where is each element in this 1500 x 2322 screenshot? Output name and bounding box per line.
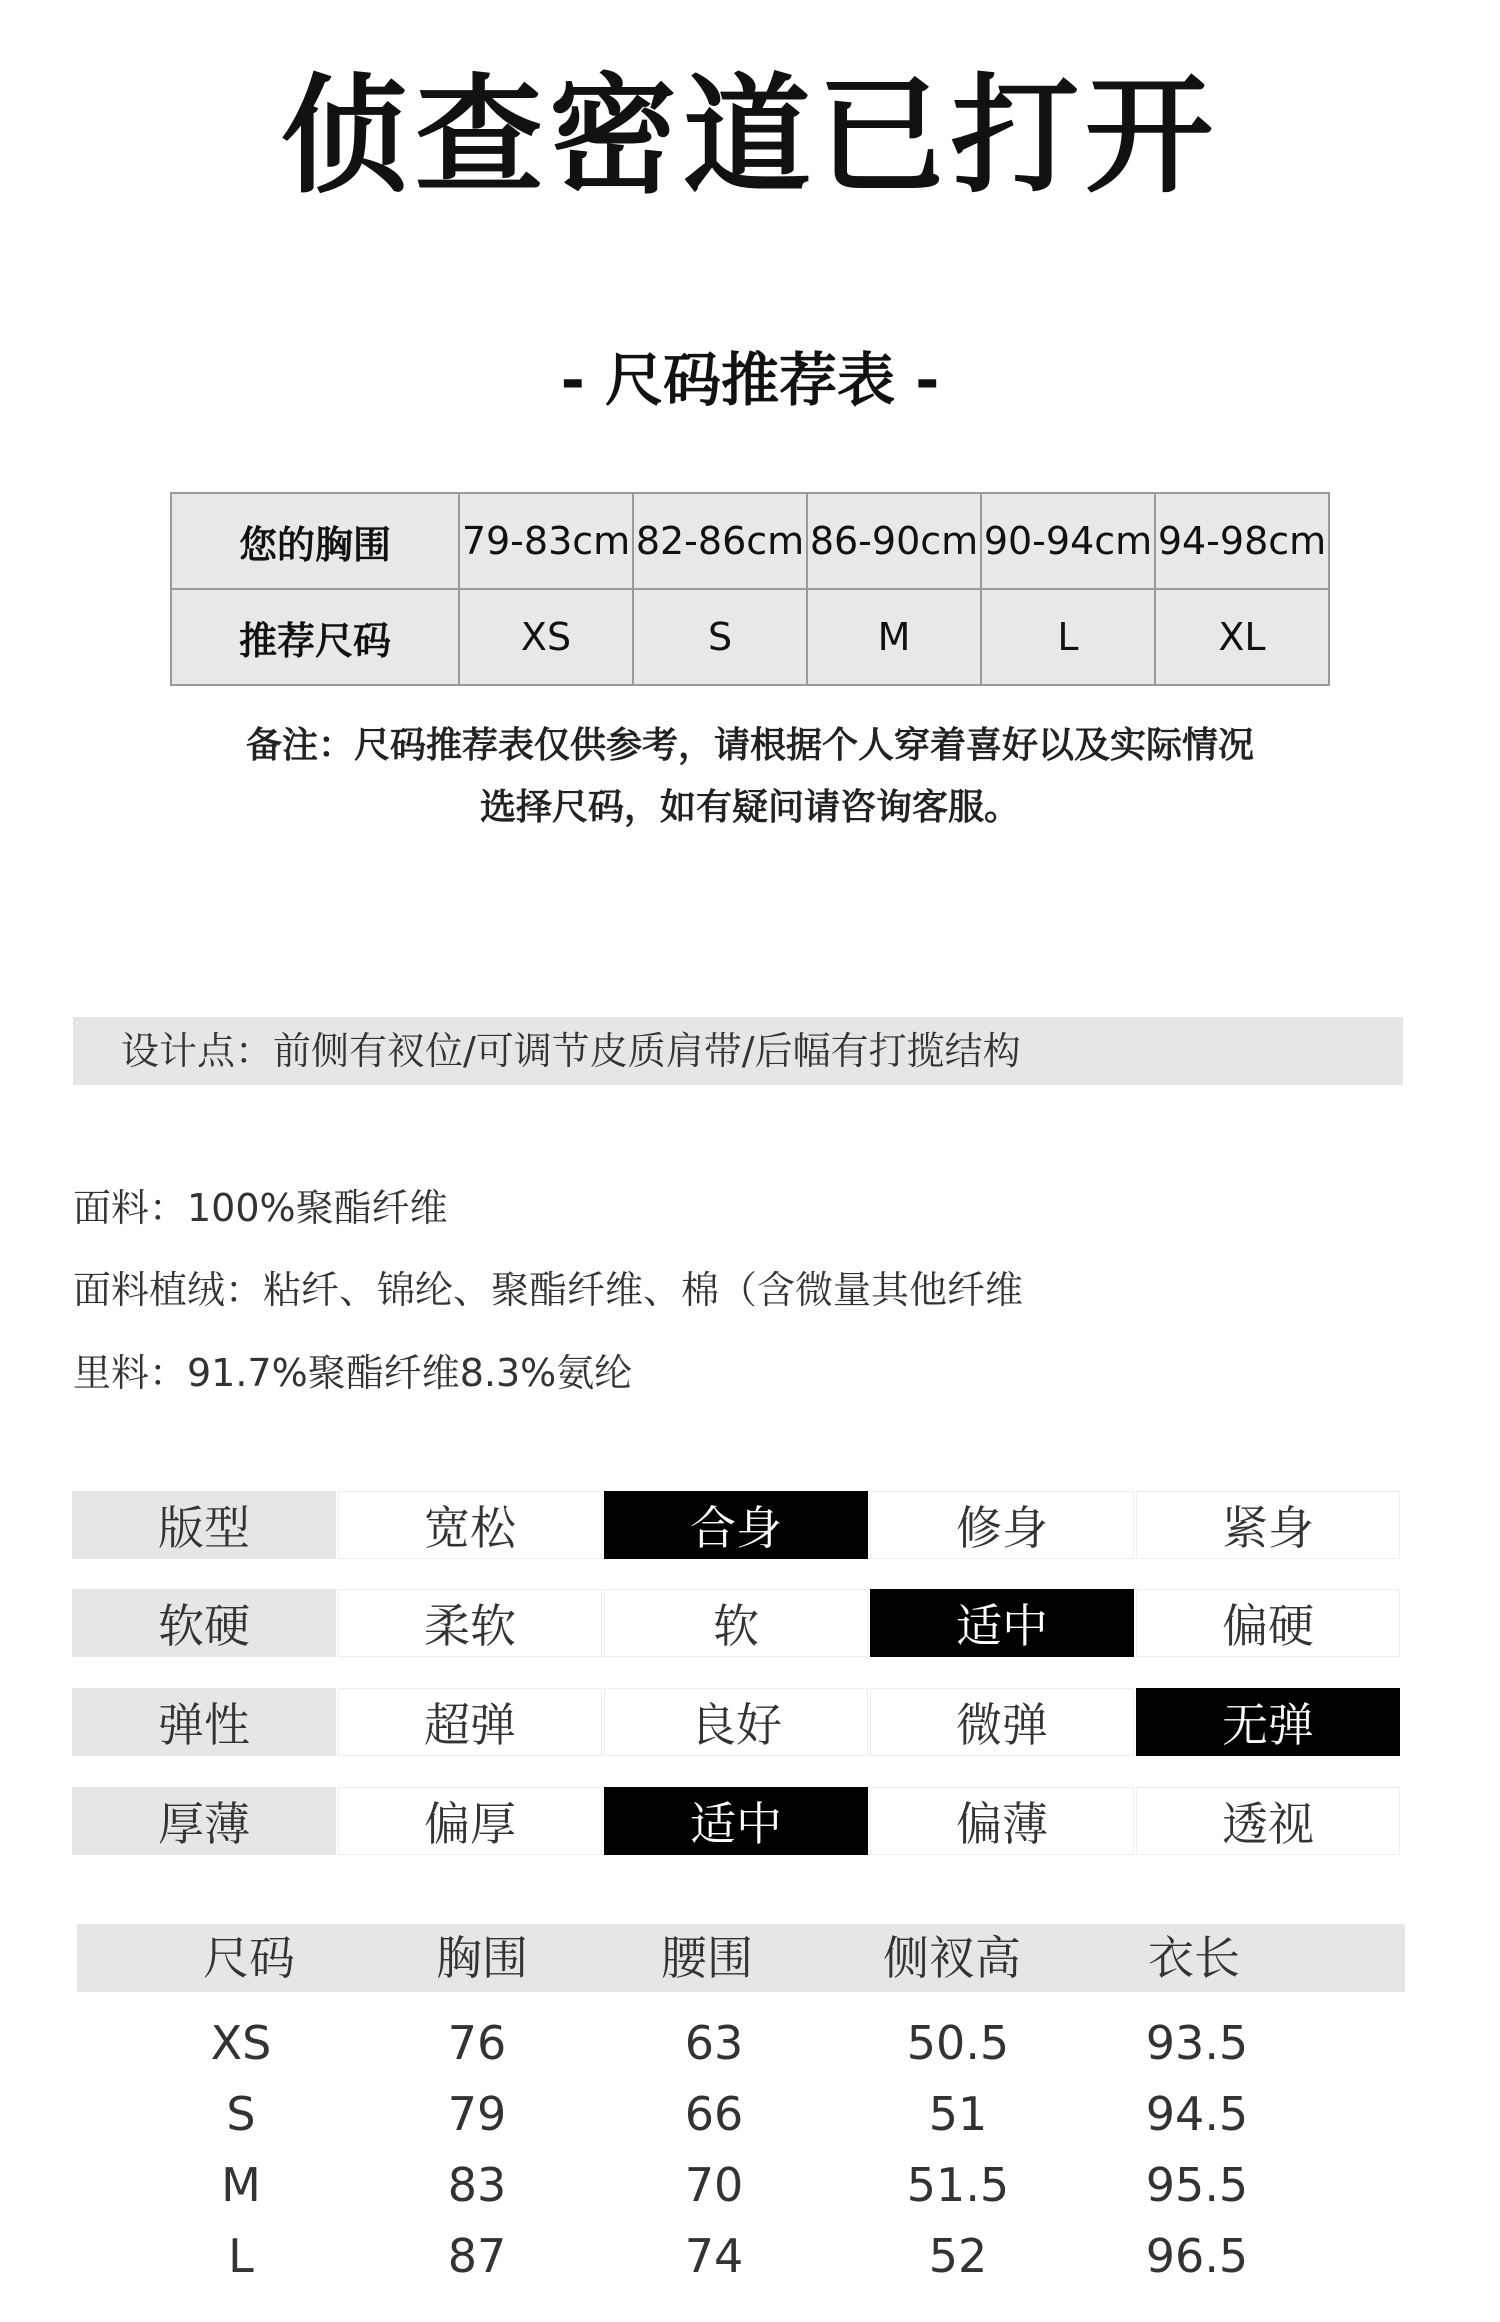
- note-line: 备注：尺码推荐表仅供参考，请根据个人穿着喜好以及实际情况: [245, 725, 1254, 766]
- bust-range-cell: 94-98cm: [1155, 493, 1329, 589]
- attribute-option: 超弹: [338, 1688, 602, 1756]
- spec-cell: 94.5: [1145, 2087, 1249, 2141]
- spec-cell: 76: [447, 2016, 507, 2070]
- bust-range-cell: 90-94cm: [981, 493, 1155, 589]
- spec-cell: 79: [447, 2087, 507, 2141]
- spec-header-cell: 腰围: [661, 1931, 753, 1985]
- bust-range-cell: 79-83cm: [459, 493, 633, 589]
- size-cell: S: [633, 589, 807, 685]
- table-row: [77, 2150, 1405, 2220]
- spec-cell: 96.5: [1145, 2229, 1249, 2283]
- spec-cell: 52: [928, 2229, 988, 2283]
- spec-header-cell: 衣长: [1148, 1931, 1240, 1985]
- spec-cell: 70: [684, 2158, 744, 2212]
- spec-cell: 87: [447, 2229, 507, 2283]
- attribute-option: 偏硬: [1136, 1589, 1400, 1657]
- size-cell: L: [981, 589, 1155, 685]
- spec-cell: 74: [684, 2229, 744, 2283]
- attribute-option-selected: 适中: [604, 1787, 868, 1855]
- spec-header-cell: 胸围: [436, 1931, 528, 1985]
- size-spec-header: [77, 1924, 1405, 1992]
- attribute-option-selected: 合身: [604, 1491, 868, 1559]
- attribute-option: 紧身: [1136, 1491, 1400, 1559]
- spec-header-cell: 侧衩高: [883, 1931, 1021, 1985]
- attribute-option: 修身: [870, 1491, 1134, 1559]
- attribute-label: 版型: [72, 1491, 336, 1559]
- attribute-label: 弹性: [72, 1688, 336, 1756]
- size-label: 推荐尺码: [171, 589, 459, 685]
- bust-label: 您的胸围: [171, 493, 459, 589]
- attribute-option: 良好: [604, 1688, 868, 1756]
- attribute-row-thickness: [72, 1787, 1402, 1855]
- spec-cell: 95.5: [1145, 2158, 1249, 2212]
- spec-cell: M: [221, 2158, 261, 2212]
- attribute-row-elasticity: [72, 1688, 1402, 1756]
- attribute-option: 偏薄: [870, 1787, 1134, 1855]
- size-cell: M: [807, 589, 981, 685]
- attribute-option: 柔软: [338, 1589, 602, 1657]
- table-row: [77, 2221, 1405, 2291]
- size-recommendation-table: [170, 492, 1330, 686]
- fabric-flock: 面料植绒：粘纤、锦纶、聚酯纤维、棉（含微量其他纤维: [73, 1268, 1024, 1312]
- recommended-size-row: [171, 589, 1329, 685]
- spec-cell: 50.5: [906, 2016, 1010, 2070]
- attribute-option: 软: [604, 1589, 868, 1657]
- bust-row: [171, 493, 1329, 589]
- page-title: 侦查密道已打开: [280, 62, 1219, 211]
- table-row: [77, 2079, 1405, 2149]
- attribute-option: 宽松: [338, 1491, 602, 1559]
- fabric-shell: 面料：100%聚酯纤维: [73, 1186, 448, 1230]
- spec-cell: L: [228, 2229, 254, 2283]
- note-line: 选择尺码，如有疑问请咨询客服。: [479, 787, 1020, 828]
- size-chart-heading: - 尺码推荐表 -: [560, 346, 940, 414]
- attribute-row-fit: [72, 1491, 1402, 1559]
- table-row: [77, 2008, 1405, 2078]
- spec-cell: 63: [684, 2016, 744, 2070]
- fabric-lining: 里料：91.7%聚酯纤维8.3%氨纶: [73, 1351, 633, 1395]
- spec-cell: XS: [210, 2016, 272, 2070]
- attribute-option: 透视: [1136, 1787, 1400, 1855]
- size-cell: XL: [1155, 589, 1329, 685]
- attribute-option: 微弹: [870, 1688, 1134, 1756]
- size-note: [0, 715, 1500, 839]
- spec-cell: 93.5: [1145, 2016, 1249, 2070]
- bust-range-cell: 82-86cm: [633, 493, 807, 589]
- attribute-row-softness: [72, 1589, 1402, 1657]
- design-point-bar: 设计点：前侧有衩位/可调节皮质肩带/后幅有打揽结构: [73, 1017, 1403, 1085]
- attribute-label: 厚薄: [72, 1787, 336, 1855]
- spec-cell: S: [226, 2087, 256, 2141]
- bust-range-cell: 86-90cm: [807, 493, 981, 589]
- spec-cell: 66: [684, 2087, 744, 2141]
- attribute-option-selected: 无弹: [1136, 1688, 1400, 1756]
- size-cell: XS: [459, 589, 633, 685]
- attribute-option-selected: 适中: [870, 1589, 1134, 1657]
- attribute-label: 软硬: [72, 1589, 336, 1657]
- spec-cell: 83: [447, 2158, 507, 2212]
- spec-cell: 51.5: [906, 2158, 1010, 2212]
- spec-header-cell: 尺码: [203, 1931, 295, 1985]
- attribute-option: 偏厚: [338, 1787, 602, 1855]
- spec-cell: 51: [928, 2087, 988, 2141]
